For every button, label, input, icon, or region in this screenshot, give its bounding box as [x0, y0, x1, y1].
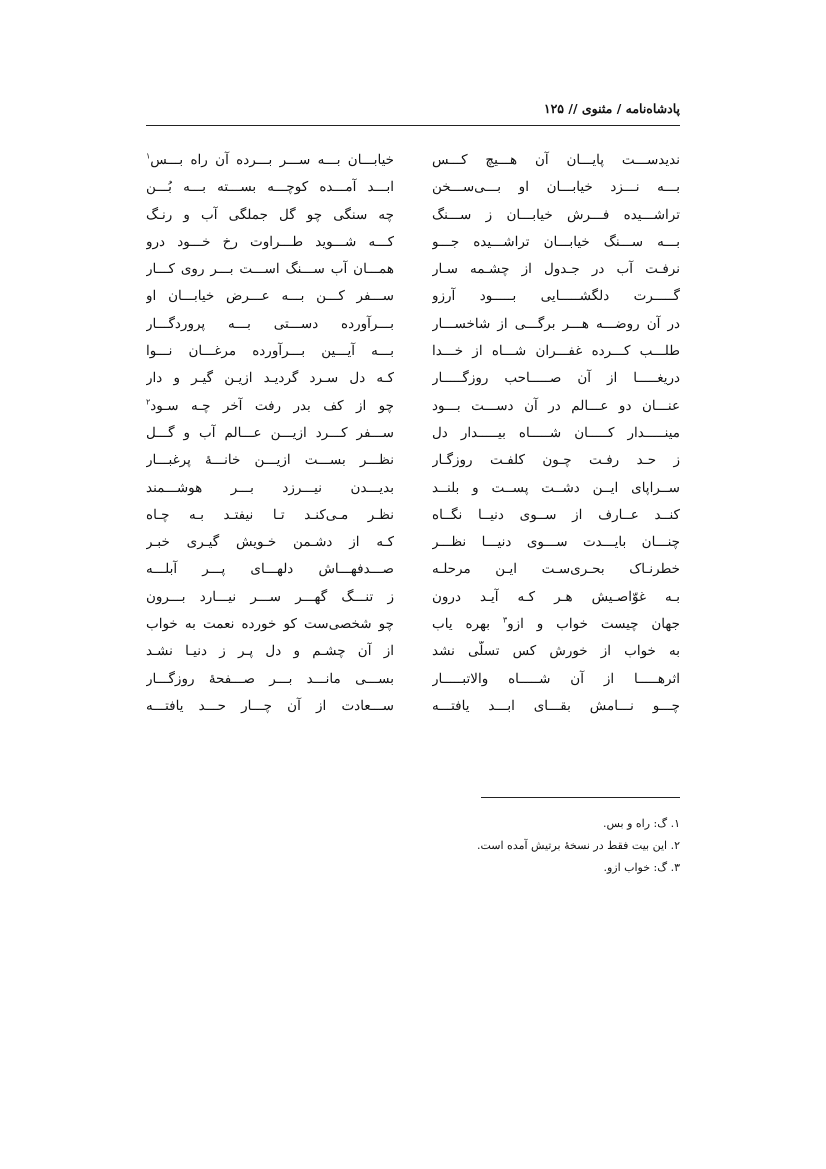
verse-couplet [146, 532, 680, 559]
footnote: ۱. گ: راه و بس. [603, 817, 680, 830]
footnote-ref-marker[interactable]: ۲ [146, 397, 151, 407]
hemistich-first: دریغـــــا از آن صـــــاحب روزگـــــار [432, 370, 680, 387]
hemistich-first: نرفـت آب در جـدول از چشـمه سـار [432, 261, 680, 278]
footnotes [330, 813, 680, 879]
hemistich-second: بدیـــدن نیـــرزد بـــر هوشـــمند [146, 479, 394, 496]
hemistich-second: کـــه شـــوید طـــراوت رخ خـــود درو [146, 233, 394, 250]
hemistich-second: کـه از دشـمن خـویش گیـری خبـر [146, 534, 394, 551]
hemistich-first: طلـــب کـــرده غفـــران شـــاه از خـــدا [432, 343, 680, 360]
verse-couplet [146, 232, 680, 259]
hemistich-second: ابـــد آمـــده کوچـــه بســـته بـــه بُـــن [146, 179, 394, 196]
hemistich-first: در آن روضـــه هـــر برگـــی از شاخســـار [432, 315, 680, 332]
hemistich-second: ســـعادت از آن چـــار حـــد یافتـــه [146, 697, 394, 714]
hemistich-first: تراشـــیده فـــرش خیابـــان ز ســـنگ [432, 206, 680, 223]
header-rule [146, 125, 680, 126]
hemistich-first: بـــه ســـنگ خیابـــان تراشـــیده جـــو [432, 233, 680, 250]
hemistich-second: همـــان آب ســـنگ اســـت بـــر روی کـــار [146, 261, 394, 278]
hemistich-second: نظـــر بســـت ازیـــن خانـــهٔ پرغبـــار [146, 452, 394, 469]
footnote-separator [481, 797, 680, 798]
footnote-ref-marker[interactable]: ۳ [502, 615, 508, 625]
hemistich-second: بـــرآورده دســـتی بـــه پروردگـــار [146, 315, 394, 332]
running-head: پادشاه‌نامه / مثنوی // ۱۲۵ [543, 101, 680, 116]
hemistich-second: ز تنـــگ گهـــر ســـر نیـــارد بـــرون [146, 588, 394, 605]
footnote: ۲. این بیت فقط در نسخهٔ برتیش آمده است. [476, 839, 680, 852]
hemistich-first: به خواب از خورش کس تسلّی نشد [432, 643, 680, 660]
hemistich-first: عنـــان دو عـــالم در آن دســـت بـــود [432, 397, 680, 414]
hemistich-second: از آن چشـم و دل پـر ز دنیـا نشـد [146, 643, 394, 660]
hemistich-second: بســـی مانـــد بـــر صـــفحهٔ روزگـــار [146, 670, 394, 687]
hemistich-first: خطرنـاک بحـری‌سـت ایـن مرحلـه [432, 561, 680, 578]
verse-couplet [146, 150, 680, 177]
hemistich-second: خیابـــان بـــه ســـر بـــرده آن راه بـــس$^۱$ [146, 151, 394, 168]
footnote-ref-marker[interactable]: ۱ [146, 151, 151, 161]
hemistich-second: کـه دل سـرد گردیـد ازیـن گیـر و دار [146, 370, 394, 387]
verse-couplet [146, 341, 680, 368]
hemistich-second: چو شخصی‌ست کو خورده نعمت به خواب [146, 616, 394, 633]
hemistich-first: جهان چیست خواب و ازو$^۳$ بهره یاب [432, 615, 680, 633]
verse-couplet [146, 641, 680, 668]
hemistich-first: بـــه نـــزد خیابـــان او بـــی‌ســـخن [432, 179, 680, 196]
hemistich-first: ز حـد رفـت چـون کلفـت روزگـار [432, 452, 680, 469]
verse-couplet [146, 286, 680, 313]
verse-couplet [146, 587, 680, 614]
verse-couplet [146, 614, 680, 641]
hemistich-first: ندیدســـت پایـــان آن هـــیچ کـــس [432, 152, 680, 168]
hemistich-second: نظـر مـی‌کنـد تـا نیفتـد بـه چـاه [146, 506, 394, 523]
hemistich-second: ســـفر کـــرد ازیـــن عـــالم آب و گـــل [146, 424, 394, 441]
hemistich-first: گـــــرت دلگشـــــایی بـــــود آرزو [432, 288, 680, 305]
verse-couplet [146, 423, 680, 450]
verse-couplet [146, 314, 680, 341]
hemistich-second: ســـفر کـــن بـــه عـــرض خیابـــان او [146, 288, 394, 305]
hemistich-first: کنــد عــارف از ســوی دنیــا نگــاه [432, 506, 680, 523]
verse-couplet [146, 505, 680, 532]
hemistich-second: چو از کف بدر رفت آخر چـه سـود$^۲$ [146, 397, 394, 414]
hemistich-first: ســراپای ایــن دشــت پســت و بلنــد [432, 479, 680, 496]
hemistich-first: چـــو نـــامش بقـــای ابـــد یافتـــه [432, 697, 680, 714]
verse-couplet [146, 696, 680, 723]
poem-body [146, 150, 680, 723]
verse-couplet [146, 205, 680, 232]
footnote: ۳. گ: خواب ازو. [603, 861, 680, 874]
verse-couplet [146, 669, 680, 696]
verse-couplet [146, 450, 680, 477]
page-header [146, 101, 680, 125]
hemistich-second: چه سنگی چو گل جملگی آب و رنـگ [146, 206, 394, 223]
verse-couplet [146, 177, 680, 204]
hemistich-first: اثرهـــــا از آن شـــــاه والاتبـــــار [432, 670, 680, 687]
verse-couplet [146, 396, 680, 423]
hemistich-first: مینـــــدار کـــــان شـــــاه بیـــــدار دل [432, 424, 680, 441]
hemistich-second: بـــه آیـــین بـــرآورده مرغـــان نـــوا [146, 343, 394, 360]
hemistich-first: بـه غوّاصـیش هـر کـه آیـد درون [432, 588, 680, 605]
verse-couplet [146, 559, 680, 586]
verse-couplet [146, 478, 680, 505]
hemistich-first: چنـــان بایـــدت ســـوی دنیـــا نظـــر [432, 534, 680, 551]
verse-couplet [146, 259, 680, 286]
hemistich-second: صـــدفهـــاش دلهـــای پـــر آبلـــه [146, 561, 394, 578]
verse-couplet [146, 368, 680, 395]
